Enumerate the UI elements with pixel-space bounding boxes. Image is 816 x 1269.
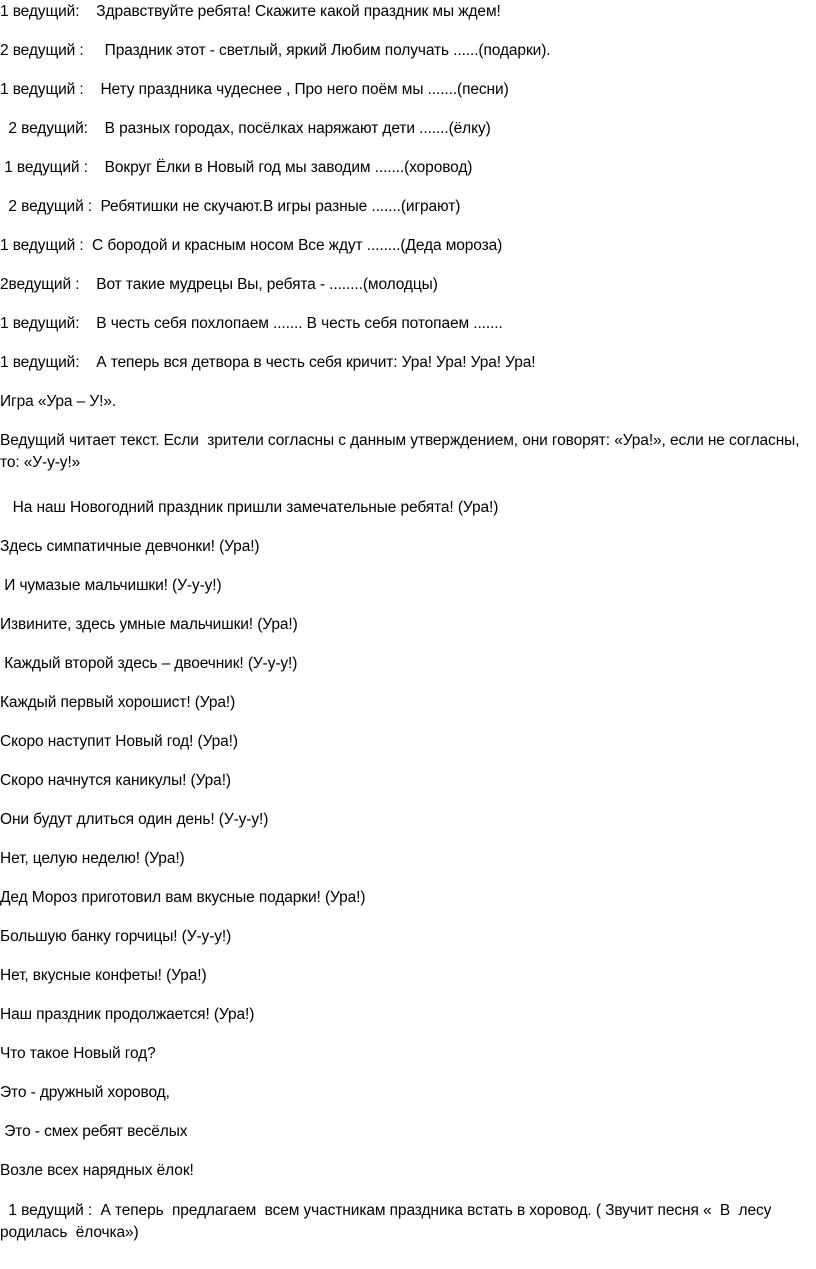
text-line-3: 1 ведущий : Нету праздника чудеснее , Про него поём мы .......(песни)	[0, 81, 509, 98]
text-line-1: 1 ведущий: Здравствуйте ребята! Скажите какой праздник мы ждем!	[0, 3, 501, 20]
text-line-4: 2 ведущий: В разных городах, посёлках наряжают дети .......(ёлку)	[0, 120, 491, 137]
text-line-26: Наш праздник продолжается! (Ура!)	[0, 1006, 255, 1023]
text-line-19: Скоро наступит Новый год! (Ура!)	[0, 733, 238, 750]
text-line-27: Что такое Новый год?	[0, 1045, 156, 1062]
text-line-8: 2ведущий : Вот такие мудрецы Вы, ребята - ........(молодцы)	[0, 276, 438, 293]
text-line-23: Дед Мороз приготовил вам вкусные подарки! (Ура!)	[0, 889, 366, 906]
text-line-22: Нет, целую неделю! (Ура!)	[0, 850, 185, 867]
text-line-29: Это - смех ребят весёлых	[0, 1123, 188, 1140]
text-line-7: 1 ведущий : С бородой и красным носом Все ждут ........(Деда мороза)	[0, 237, 503, 254]
text-line-13: На наш Новогодний праздник пришли замечательные ребята! (Ура!)	[0, 499, 499, 516]
text-line-5: 1 ведущий : Вокруг Ёлки в Новый год мы заводим .......(хоровод)	[0, 159, 473, 176]
text-line-20: Скоро начнутся каникулы! (Ура!)	[0, 772, 231, 789]
game-title: Игра «Ура – У!».	[0, 393, 117, 410]
text-line-16: Извините, здесь умные мальчишки! (Ура!)	[0, 616, 298, 633]
text-line-6: 2 ведущий : Ребятишки не скучают.В игры разные .......(играют)	[0, 198, 461, 215]
text-line-30: Возле всех нарядных ёлок!	[0, 1162, 194, 1179]
text-line-9: 1 ведущий: В честь себя похлопаем ....... В честь себя потопаем .......	[0, 315, 503, 332]
text-line-21: Они будут длиться один день! (У-у-у!)	[0, 811, 269, 828]
game-instructions: Ведущий читает текст. Если зрители согласны с данным утверждением, они говорят: «Ура!», если не согласны, то: «У-у-у!»	[0, 432, 804, 471]
text-line-15: И чумазые мальчишки! (У-у-у!)	[0, 577, 222, 594]
text-line-28: Это - дружный хоровод,	[0, 1084, 170, 1101]
text-line-17: Каждый второй здесь – двоечник! (У-у-у!)	[0, 655, 298, 672]
text-line-18: Каждый первый хорошист! (Ура!)	[0, 694, 236, 711]
text-line-24: Большую банку горчицы! (У-у-у!)	[0, 928, 232, 945]
text-line-10: 1 ведущий: А теперь вся детвора в честь себя кричит: Ура! Ура! Ура! Ура!	[0, 354, 536, 371]
text-line-14: Здесь симпатичные девчонки! (Ура!)	[0, 538, 260, 555]
closing-paragraph: 1 ведущий : А теперь предлагаем всем участникам праздника встать в хоровод. ( Звучит песня « В лесу родилась ёлочка»)	[0, 1202, 780, 1241]
text-line-25: Нет, вкусные конфеты! (Ура!)	[0, 967, 207, 984]
text-line-2: 2 ведущий : Праздник этот - светлый, яркий Любим получать ......(подарки).	[0, 42, 551, 59]
